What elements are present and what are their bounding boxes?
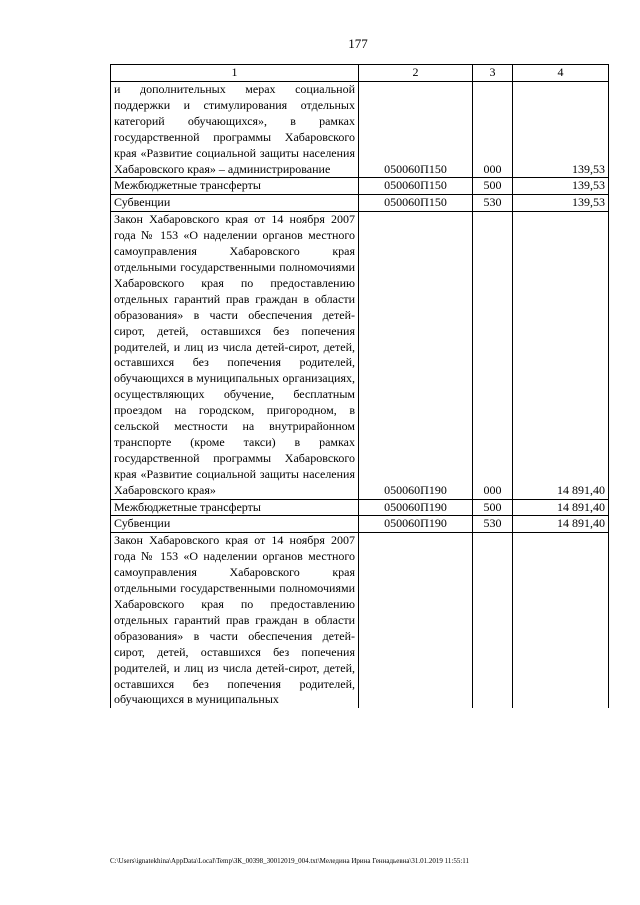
row-code: 050060П150 [359, 178, 473, 195]
table-row [111, 499, 609, 516]
row-type: 500 [473, 178, 513, 195]
page-number: 177 [348, 36, 368, 51]
row-type [473, 533, 513, 708]
row-sum: 139,53 [513, 195, 609, 212]
row-code: 050060П150 [359, 195, 473, 212]
row-name: Межбюджетные трансферты [111, 499, 359, 516]
row-type: 000 [473, 212, 513, 499]
column-header-name: 1 [111, 65, 359, 82]
row-code [359, 533, 473, 708]
row-sum: 14 891,40 [513, 516, 609, 533]
row-sum: 14 891,40 [513, 499, 609, 516]
column-header-type: 3 [473, 65, 513, 82]
row-code: 050060П150 [359, 82, 473, 178]
table-row [111, 533, 609, 708]
row-code: 050060П190 [359, 212, 473, 499]
row-name: Межбюджетные трансферты [111, 178, 359, 195]
row-type: 500 [473, 499, 513, 516]
row-type: 530 [473, 516, 513, 533]
budget-table [110, 64, 609, 708]
table-row [111, 212, 609, 499]
table-row [111, 195, 609, 212]
row-name: Субвенции [111, 195, 359, 212]
row-sum [513, 533, 609, 708]
row-type: 000 [473, 82, 513, 178]
row-name: Закон Хабаровского края от 14 ноября 2007 года № 153 «О наделении органов местного самоуправления Хабаровского края отдельными государственными полномочиями Хабаровского края по предоставлению отдельных гарантий прав граждан в области образования» в части обеспечения детей-сирот, детей, оставшихся без попечения родителей, и лиц из числа детей-сирот, детей, оставшихся без попечения родителей, обучающихся в муниципальных организациях, осуществляющих обучение, бесплатным проездом на городском, пригородном, в сельской местности на внутрирайонном транспорте (кроме такси) в рамках государственной программы Хабаровского края «Развитие социальной защиты населения Хабаровского края» [111, 212, 359, 499]
column-header-sum: 4 [513, 65, 609, 82]
row-sum: 139,53 [513, 178, 609, 195]
row-sum: 14 891,40 [513, 212, 609, 499]
table-row [111, 178, 609, 195]
table-row [111, 82, 609, 178]
table-row [111, 516, 609, 533]
row-name: Закон Хабаровского края от 14 ноября 2007 года № 153 «О наделении органов местного самоуправления Хабаровского края отдельными государственными полномочиями Хабаровского края по предоставлению отдельных гарантий прав граждан в области образования» в части обеспечения детей-сирот, детей, оставшихся без попечения родителей, и лиц из числа детей-сирот, детей, оставшихся без попечения родителей, обучающихся в муниципальных [111, 533, 359, 708]
file-path-footer: C:\Users\ignatekhina\AppData\Local\Temp\ЗК_00398_30012019_004.txt\Меледина Ирина Геннадьевна\31.01.2019 11:55:11 [110, 857, 470, 865]
row-code: 050060П190 [359, 516, 473, 533]
column-header-code: 2 [359, 65, 473, 82]
table-header-row [111, 65, 609, 82]
row-code: 050060П190 [359, 499, 473, 516]
row-sum: 139,53 [513, 82, 609, 178]
row-type: 530 [473, 195, 513, 212]
row-name: и дополнительных мерах социальной поддержки и стимулирования отдельных категорий обучающихся», в рамках государственной программы Хабаровского края «Развитие социальной защиты населения Хабаровского края» – администрирование [111, 82, 359, 178]
row-name: Субвенции [111, 516, 359, 533]
